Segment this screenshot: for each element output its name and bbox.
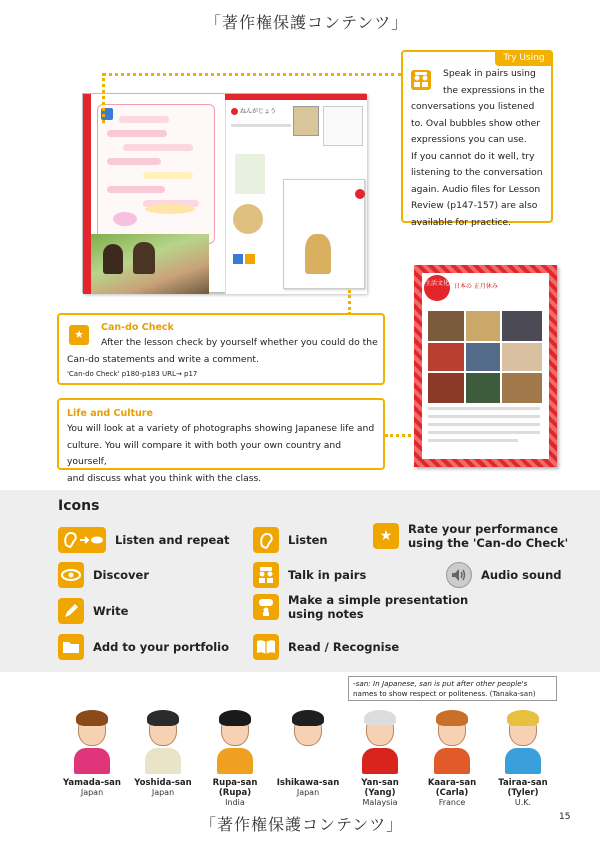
try-using-line: expressions you can use.	[411, 134, 527, 145]
star-check-icon: ★	[69, 325, 89, 345]
folder-icon	[58, 634, 84, 660]
try-using-box	[401, 50, 553, 228]
character-name: Tairaa-san	[498, 778, 548, 788]
read-label: Read / Recognise	[288, 640, 400, 654]
can-do-title: Can-do Check	[101, 322, 174, 333]
character-country: France	[438, 798, 466, 807]
character-card	[273, 708, 343, 798]
character-card	[128, 708, 198, 798]
character-card	[200, 708, 270, 808]
culture-badge: 生活文化	[424, 275, 450, 301]
try-using-line: Review (p147-157) are also	[411, 200, 538, 211]
watermark-top: 「著作権保護コンテンツ」	[205, 13, 409, 32]
icon-legend-audio	[446, 562, 562, 588]
character-alt-name: (Yang)	[364, 788, 396, 798]
character-name: Yan-san	[361, 778, 399, 788]
star-check-icon: ★	[373, 523, 399, 549]
character-name: Yamada-san	[63, 778, 121, 788]
life-culture-line: culture. You will compare it with both your own country and yourself,	[67, 439, 342, 467]
can-do-ref: 'Can-do Check' p180-p183 URL→ p17	[67, 370, 198, 378]
character-card	[57, 708, 127, 798]
life-culture-page-image	[414, 265, 557, 467]
can-do-check-box	[57, 313, 385, 385]
life-culture-title: Life and Culture	[67, 408, 153, 419]
try-using-line: Speak in pairs using	[443, 68, 536, 79]
character-card	[488, 708, 558, 808]
can-do-line: Can-do statements and write a comment.	[67, 353, 259, 365]
try-using-line: the expressions in the	[443, 84, 545, 96]
speaker-icon	[446, 562, 472, 588]
eye-icon	[58, 562, 84, 588]
icons-section	[0, 490, 600, 672]
character-country: Japan	[80, 788, 104, 797]
textbook-spread-image	[82, 93, 366, 293]
spread-right-heading: ねんがじょう	[240, 108, 277, 115]
icon-legend-listen-repeat	[58, 527, 230, 553]
discover-label: Discover	[93, 568, 150, 582]
try-using-line: conversations you listened	[411, 101, 535, 112]
culture-title: 日本の 正月休み	[454, 283, 498, 290]
character-country: Malaysia	[362, 798, 398, 807]
icon-legend-discover	[58, 562, 149, 588]
character-avatar	[70, 708, 114, 774]
character-alt-name: (Rupa)	[218, 788, 252, 798]
character-avatar	[358, 708, 402, 774]
icon-legend-listen	[253, 527, 328, 553]
pencil-icon	[58, 598, 84, 624]
character-avatar	[286, 708, 330, 774]
character-avatar	[501, 708, 545, 774]
icon-legend-read	[253, 634, 399, 660]
page-number: 15	[559, 812, 571, 822]
san-note-line: -san: In Japanese, san is put after other people's	[353, 679, 528, 688]
life-culture-line: and discuss what you think with the class.	[67, 472, 262, 484]
character-avatar	[213, 708, 257, 774]
san-note-line: names to show respect or politeness. (Tanaka-san)	[353, 689, 536, 698]
character-name: Ishikawa-san	[276, 778, 340, 788]
life-culture-line: You will look at a variety of photographs showing Japanese life and	[67, 423, 375, 434]
character-alt-name: (Tyler)	[507, 788, 539, 798]
character-country: India	[225, 798, 245, 807]
character-card	[345, 708, 415, 808]
try-using-line: again. Audio files for Lesson	[411, 183, 541, 195]
icon-legend-write	[58, 598, 128, 624]
connector-try-using	[102, 73, 402, 76]
talk-label: Talk in pairs	[288, 568, 367, 582]
connector-can-do	[348, 290, 351, 315]
character-country: Japan	[296, 788, 320, 797]
character-name: Rupa-san	[212, 778, 258, 788]
presentation-icon	[253, 594, 279, 620]
try-using-tag: Try Using	[495, 50, 553, 66]
try-using-line: listening to the conversation	[411, 167, 543, 178]
icon-legend-presentation	[253, 593, 468, 621]
try-using-line: If you cannot do it well, try	[411, 150, 535, 162]
can-do-line: After the lesson check by yourself whether you could do the	[101, 337, 378, 348]
character-card	[417, 708, 487, 808]
icon-legend-talk	[253, 562, 366, 588]
presentation-label: Make a simple presentation using notes	[288, 593, 469, 621]
watermark-bottom: 「著作権保護コンテンツ」	[200, 815, 404, 834]
book-icon	[253, 634, 279, 660]
character-avatar	[141, 708, 185, 774]
character-name: Kaara-san	[427, 778, 477, 788]
character-alt-name: (Carla)	[435, 788, 469, 798]
listen-repeat-label: Listen and repeat	[115, 533, 230, 547]
listen-label: Listen	[288, 533, 328, 547]
rate-label: Rate your performance using the 'Can-do Check'	[408, 522, 569, 550]
character-country: U.K.	[514, 798, 532, 807]
write-label: Write	[93, 604, 129, 618]
icons-heading: Icons	[58, 498, 100, 514]
ear-icon	[253, 527, 279, 553]
character-country: Japan	[151, 788, 175, 797]
character-name: Yoshida-san	[134, 778, 192, 788]
character-avatar	[430, 708, 474, 774]
icon-legend-portfolio	[58, 634, 229, 660]
connector-life-culture	[385, 434, 417, 437]
audio-label: Audio sound	[481, 568, 562, 582]
ear-mouth-icon	[58, 527, 106, 553]
portfolio-label: Add to your portfolio	[93, 640, 230, 654]
san-note	[348, 676, 557, 701]
try-using-line: to. Oval bubbles show other	[411, 117, 541, 129]
icon-legend-rate	[373, 522, 568, 550]
life-culture-box	[57, 398, 385, 484]
pair-talk-icon	[253, 562, 279, 588]
try-using-line: available for practice.	[411, 216, 512, 228]
